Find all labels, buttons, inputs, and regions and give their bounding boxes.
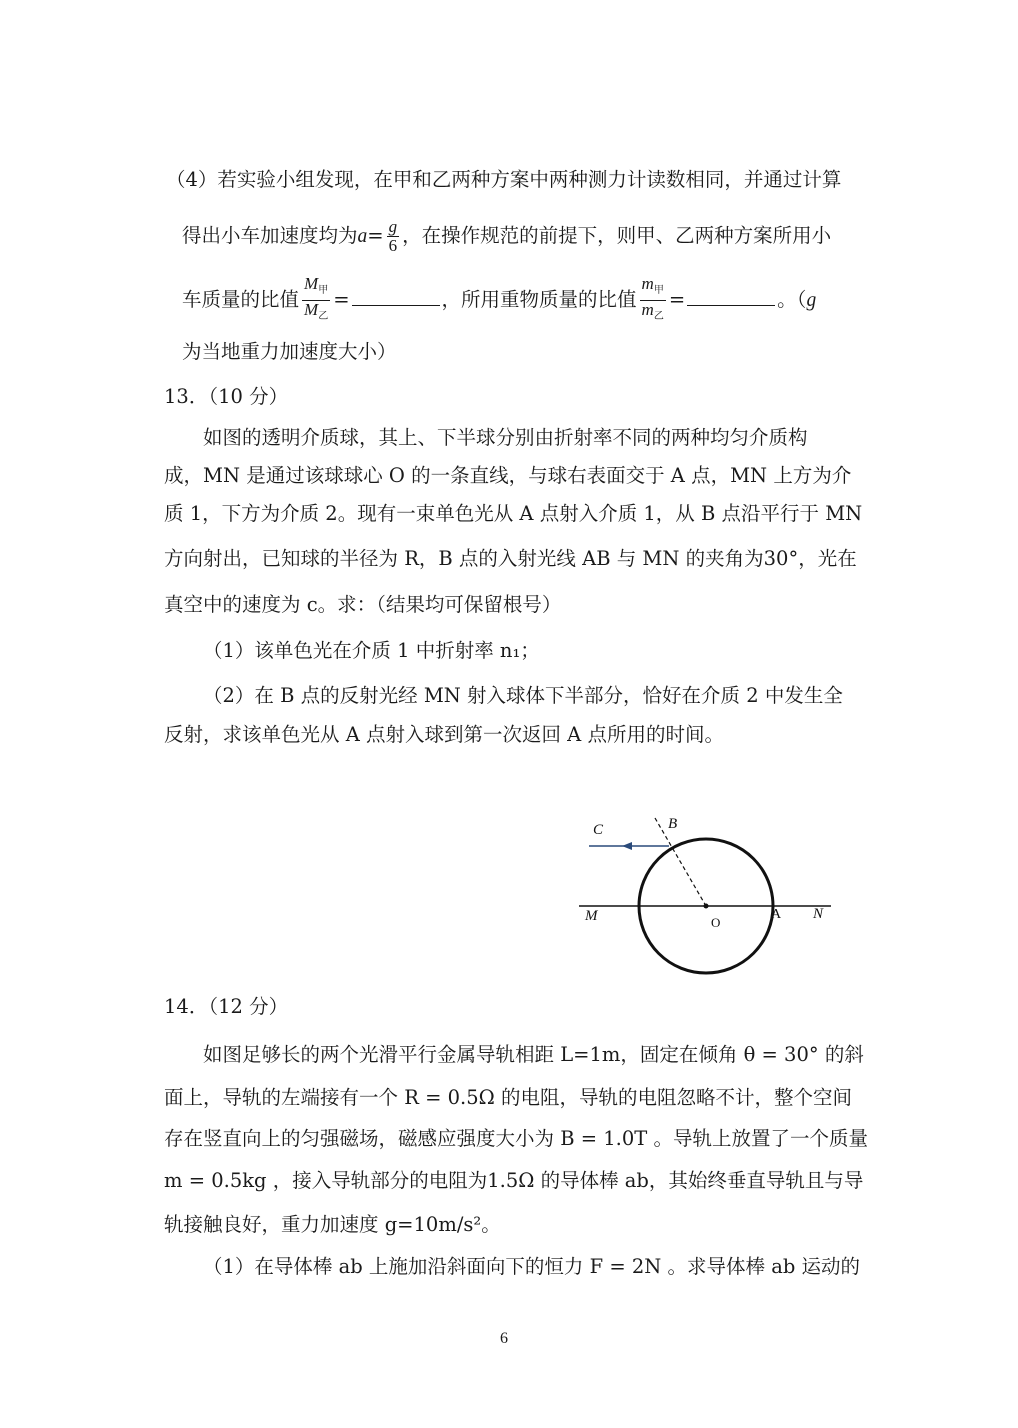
arrow-icon [622, 842, 632, 850]
q13-para-line2: 成，MN 是通过该球球心 O 的一条直线，与球右表面交于 A 点，MN 上方为介 [164, 464, 852, 487]
label-N: N [813, 906, 824, 922]
label-A: A [771, 907, 782, 922]
q12-part4-line4: 为当地重力加速度大小） [182, 340, 397, 363]
q14-para-line2: 面上，导轨的左端接有一个 R = 0.5Ω 的电阻，导轨的电阻忽略不计，整个空间 [164, 1086, 852, 1109]
answer-blank-1[interactable] [352, 285, 440, 306]
q12-part4-line3: 车质量的比值 $\frac{M_甲}{M_乙}$ = ，所用重物质量的比值 $\frac{m_甲}{m_乙}$ = 。（g [182, 275, 816, 326]
q14-header: 14．（12 分） [164, 995, 289, 1018]
q14-para-line1: 如图足够长的两个光滑平行金属导轨相距 L=1m，固定在倾角 θ = 30° 的斜 [203, 1043, 864, 1066]
fraction-g-over-6: $\frac{g}{6}$ [388, 217, 398, 255]
q13-para-line4: 方向射出，已知球的半径为 R，B 点的入射光线 AB 与 MN 的夹角为30°，光在 [164, 547, 857, 570]
sphere-refraction-diagram [575, 806, 845, 980]
normal-dashed-line [655, 818, 706, 906]
fraction-m-ratio: $\frac{m_甲}{m_乙}$ [641, 274, 664, 322]
q13-sub2-line2: 反射，求该单色光从 A 点射入球到第一次返回 A 点所用的时间。 [164, 723, 724, 746]
label-O: O [711, 915, 721, 930]
q13-para-line5: 真空中的速度为 c。求：（结果均可保留根号） [164, 593, 562, 616]
q13-sub1: （1）该单色光在介质 1 中折射率 n₁； [203, 639, 540, 662]
q14-para-line4: m = 0.5kg ，接入导轨部分的电阻为1.5Ω 的导体棒 ab，其始终垂直导轨且与导 [164, 1169, 864, 1192]
label-C: C [593, 822, 604, 838]
q14-sub1: （1）在导体棒 ab 上施加沿斜面向下的恒力 F = 2N 。求导体棒 ab 运动的 [203, 1255, 861, 1278]
q14-para-line3: 存在竖直向上的匀强磁场，磁感应强度大小为 B = 1.0T 。导轨上放置了一个质量 [164, 1127, 868, 1150]
q12-part4-line2: 得出小车加速度均为a= $\frac{g}{6}$ ，在操作规范的前提下，则甲、乙两种方案所用小 [182, 217, 832, 255]
q14-para-line5: 轨接触良好，重力加速度 g=10m/s²。 [164, 1213, 501, 1236]
q12-part4-line1: （4）若实验小组发现，在甲和乙两种方案中两种测力计读数相同，并通过计算 [166, 168, 842, 191]
fraction-M-ratio: $\frac{M_甲}{M_乙}$ [304, 274, 329, 322]
center-point [704, 904, 709, 909]
q13-para-line3: 质 1，下方为介质 2。现有一束单色光从 A 点射入介质 1，从 B 点沿平行于 MN [164, 502, 863, 525]
page-number: 6 [500, 1330, 508, 1347]
answer-blank-2[interactable] [687, 285, 775, 306]
label-B: B [668, 816, 678, 832]
label-M: M [585, 908, 598, 924]
q13-para-line1: 如图的透明介质球，其上、下半球分别由折射率不同的两种均匀介质构 [203, 426, 808, 449]
q13-header: 13．（10 分） [164, 385, 289, 408]
q13-sub2-line1: （2）在 B 点的反射光经 MN 射入球体下半部分，恰好在介质 2 中发生全 [203, 684, 843, 707]
